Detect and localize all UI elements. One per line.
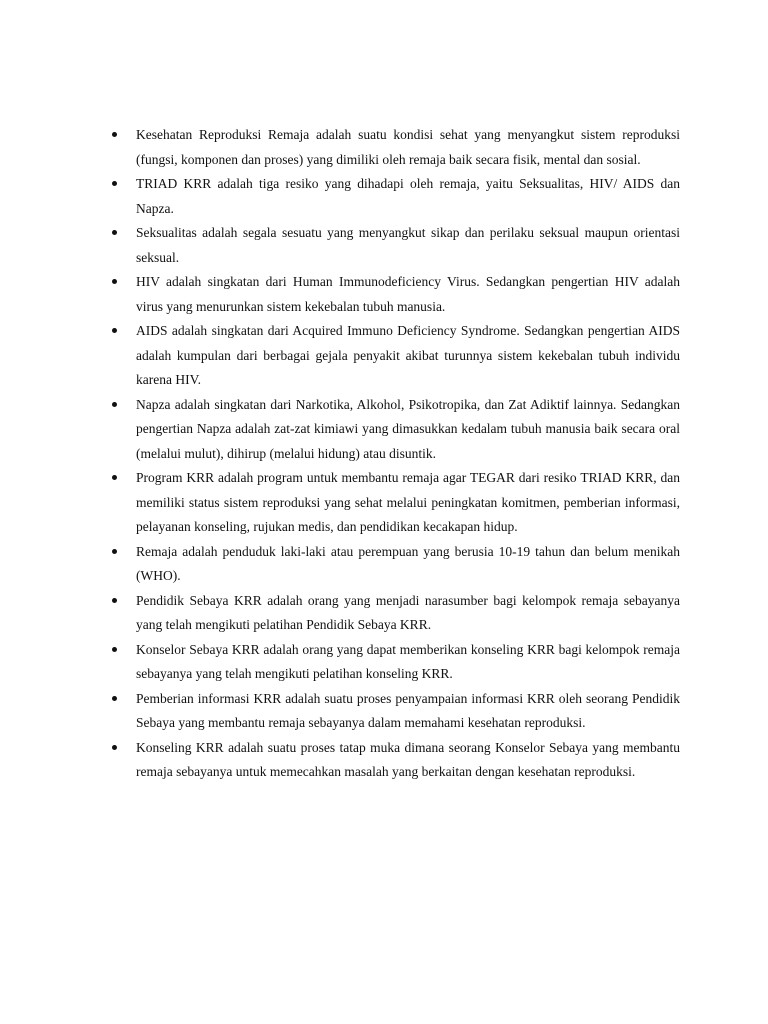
list-item-text: TRIAD KRR adalah tiga resiko yang dihadapi oleh remaja, yaitu Seksualitas, HIV/ AIDS dan Napza. bbox=[136, 176, 680, 216]
bullet-icon bbox=[112, 402, 117, 407]
bullet-icon bbox=[112, 745, 117, 750]
list-item-text: Napza adalah singkatan dari Narkotika, Alkohol, Psikotropika, dan Zat Adiktif lainnya. Sedangkan pengertian Napza adalah zat-zat kimiawi yang dimasukkan kedalam tubuh manusia baik secara oral (melalui mulut), dihirup (melalui hidung) atau disuntik. bbox=[136, 396, 680, 461]
bullet-icon bbox=[112, 230, 117, 235]
list-item bbox=[110, 540, 680, 589]
bullet-icon bbox=[112, 549, 117, 554]
bullet-icon bbox=[112, 647, 117, 652]
list-item bbox=[110, 393, 680, 467]
list-item bbox=[110, 466, 680, 540]
bullet-icon bbox=[112, 181, 117, 186]
list-item-text: Kesehatan Reproduksi Remaja adalah suatu kondisi sehat yang menyangkut sistem reproduksi (fungsi, komponen dan proses) yang dimiliki oleh remaja baik secara fisik, mental dan sosial. bbox=[136, 127, 680, 167]
list-item bbox=[110, 172, 680, 221]
list-item bbox=[110, 638, 680, 687]
list-item-text: AIDS adalah singkatan dari Acquired Immuno Deficiency Syndrome. Sedangkan pengertian AIDS adalah kumpulan dari berbagai gejala penyakit akibat turunnya sistem kekebalan tubuh individu karena HIV. bbox=[136, 323, 680, 387]
list-item-text: Pendidik Sebaya KRR adalah orang yang menjadi narasumber bagi kelompok remaja sebayanya yang telah mengikuti pelatihan Pendidik Sebaya KRR. bbox=[136, 592, 680, 632]
list-item bbox=[110, 687, 680, 736]
list-item bbox=[110, 589, 680, 638]
list-item-text: Seksualitas adalah segala sesuatu yang menyangkut sikap dan perilaku seksual maupun orientasi seksual. bbox=[136, 225, 680, 265]
list-item-text: Program KRR adalah program untuk membantu remaja agar TEGAR dari resiko TRIAD KRR, dan memiliki status sistem reproduksi yang sehat melalui peningkatan komitmen, pemberian informasi, pelayanan konseling, rujukan medis, dan pendidikan kecakapan hidup. bbox=[136, 470, 680, 534]
list-item bbox=[110, 736, 680, 785]
bullet-icon bbox=[112, 328, 117, 333]
list-item-text: Konseling KRR adalah suatu proses tatap muka dimana seorang Konselor Sebaya yang membantu remaja sebayanya untuk memecahkan masalah yang berkaitan dengan kesehatan reproduksi. bbox=[136, 739, 680, 779]
bullet-icon bbox=[112, 696, 117, 701]
list-item bbox=[110, 123, 680, 172]
list-item bbox=[110, 319, 680, 393]
list-item bbox=[110, 270, 680, 319]
list-item-text: HIV adalah singkatan dari Human Immunodeficiency Virus. Sedangkan pengertian HIV adalah virus yang menurunkan sistem kekebalan tubuh manusia. bbox=[136, 274, 680, 314]
bullet-icon bbox=[112, 279, 117, 284]
definition-list bbox=[110, 123, 680, 785]
bullet-icon bbox=[112, 132, 117, 137]
list-item-text: Konselor Sebaya KRR adalah orang yang dapat memberikan konseling KRR bagi kelompok remaja sebayanya yang telah mengikuti pelatihan konseling KRR. bbox=[136, 641, 680, 681]
list-item bbox=[110, 221, 680, 270]
bullet-icon bbox=[112, 475, 117, 480]
list-item-text: Pemberian informasi KRR adalah suatu proses penyampaian informasi KRR oleh seorang Pendidik Sebaya yang membantu remaja sebayanya dalam memahami kesehatan reproduksi. bbox=[136, 690, 680, 730]
bullet-icon bbox=[112, 598, 117, 603]
list-item-text: Remaja adalah penduduk laki-laki atau perempuan yang berusia 10-19 tahun dan belum menikah (WHO). bbox=[136, 543, 680, 583]
